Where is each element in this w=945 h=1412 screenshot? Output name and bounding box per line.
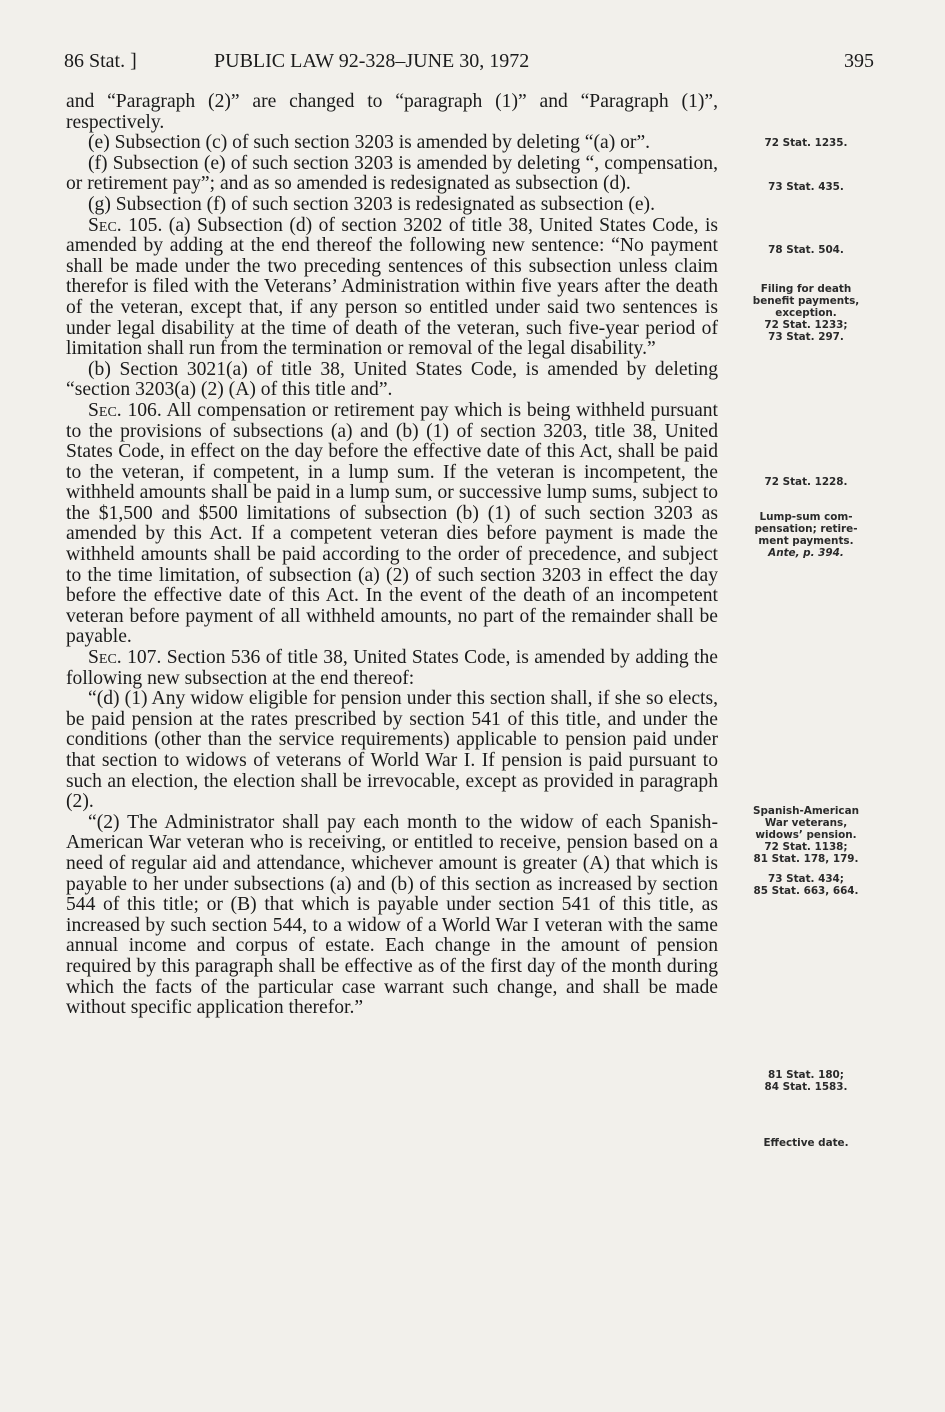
section-106-text: All compensation or retirement pay which is being withheld pursuant to the provisions of subsections (a) and (b) (1) of section 3203, title 38, United States Code, in effect on the day before the effective date of this Act, shall be paid to the veteran, if competent, in a lump sum. If the veteran is incompetent, the withheld amounts shall be paid in a lump sum, or successive lump sums, subject to the $1,500 and $500 limitations of subsection (b) (1) of such section 3203 as amended by this Act. If a competent veteran dies before payment is made the withheld amounts shall be paid according to the order of precedence, and subject to the time limitation, of subsection (a) (2) of such section 3203 in effect the day before the effective date of this Act. In the event of the death of an incompetent veteran before payment of all withheld amounts, no part of the remainder shall be payable.	[66, 399, 719, 648]
section-105	[66, 216, 718, 360]
subsection-d-1: “(d) (1) Any widow eligible for pension under this section shall, if she so elects, be paid pension at the rates prescribed by section 541 of this title, and under the conditions (other than the service requirements) applicable to pension paid under that section to widows of veterans of World War I. If pension is paid pursuant to such an election, the election shall be irrevocable, except as provided in paragraph (2).	[66, 688, 718, 813]
section-105-b: (b) Section 3021(a) of title 38, United States Code, is amended by deleting “section 3203(a) (2) (A) of this title and”.	[66, 358, 718, 401]
section-105-text: (a) Subsection (d) of section 3202 of title 38, United States Code, is amended by adding at the end thereof the following new sentence: “No payment shall be made under the two preceding sentences of this subsection unless claim therefor is filed with the Veterans’ Administration within five years after the death of the veteran, except that, if any person so entitled under said two sentences is under legal disability at the time of death of the veteran, such five-year period of limitation shall run from the termination or removal of the legal disability.”	[66, 214, 719, 360]
margin-note-lump-sum: Lump-sum com- pensation; retire- ment payments. Ante, p. 394.	[754, 511, 858, 559]
margin-note-81-stat-180: 81 Stat. 180; 84 Stat. 1583.	[764, 1069, 848, 1093]
paragraph-g: (g) Subsection (f) of such section 3203 is redesignated as subsection (e).	[88, 193, 655, 215]
subsection-d-2: “(2) The Administrator shall pay each month to the widow of each Spanish-American War veteran who is receiving, or entitled to receive, pension based on a need of regular aid and attendance, whichever amount is greater (A) that which is payable to her under subsections (a) and (b) of this section as increased by section 544 of this title; or (B) that which is payable under section 541 of this title, as increased by such section 544, to a widow of a World War I veteran with the same annual income and corpus of estate. Each change in the amount of pension required by this paragraph shall be effective as of the first day of the month during which the facts of the particular case warrant such change, and shall be made without specific application therefor.”	[66, 811, 718, 1019]
margin-note-effective-date: Effective date.	[763, 1137, 849, 1149]
section-107-text: Section 536 of title 38, United States Code, is amended by adding the following new subsection at the end thereof:	[66, 647, 718, 689]
volume-citation: 86 Stat. ]	[64, 50, 137, 72]
margin-note-73-stat-435: 73 Stat. 435.	[768, 181, 844, 193]
paragraph-e: (e) Subsection (c) of such section 3203 is amended by deleting “(a) or”.	[88, 132, 651, 154]
paragraph-continuation: and “Paragraph (2)” are changed to “paragraph (1)” and “Paragraph (1)”, respectively.	[66, 91, 718, 133]
section-106	[66, 401, 718, 648]
margin-note-78-stat-504: 78 Stat. 504.	[768, 244, 844, 256]
margin-note-filing-death-benefit: Filing for death benefit payments, exception. 72 Stat. 1233; 73 Stat. 297.	[752, 283, 860, 343]
section-107-label: Sec. 107.	[88, 647, 162, 669]
page-header	[64, 50, 874, 80]
section-105-label: Sec. 105.	[88, 214, 163, 236]
body-text	[66, 92, 718, 1019]
page-number: 395	[844, 50, 874, 72]
law-title: PUBLIC LAW 92-328–JUNE 30, 1972	[214, 50, 530, 72]
paragraph-f: (f) Subsection (e) of such section 3203 is amended by deleting “, compensation, or retirement pay”; and as so amended is redesignated as subsection (d).	[66, 152, 718, 195]
margin-note-spanish-american: Spanish-American War veterans, widows’ pension. 72 Stat. 1138; 81 Stat. 178, 179. 73 Stat. 434; 85 Stat. 663, 664.	[753, 805, 859, 897]
section-106-label: Sec. 106.	[88, 399, 162, 421]
margin-note-72-stat-1235: 72 Stat. 1235.	[764, 137, 848, 149]
margin-note-72-stat-1228: 72 Stat. 1228.	[764, 476, 848, 488]
section-107	[66, 648, 718, 689]
